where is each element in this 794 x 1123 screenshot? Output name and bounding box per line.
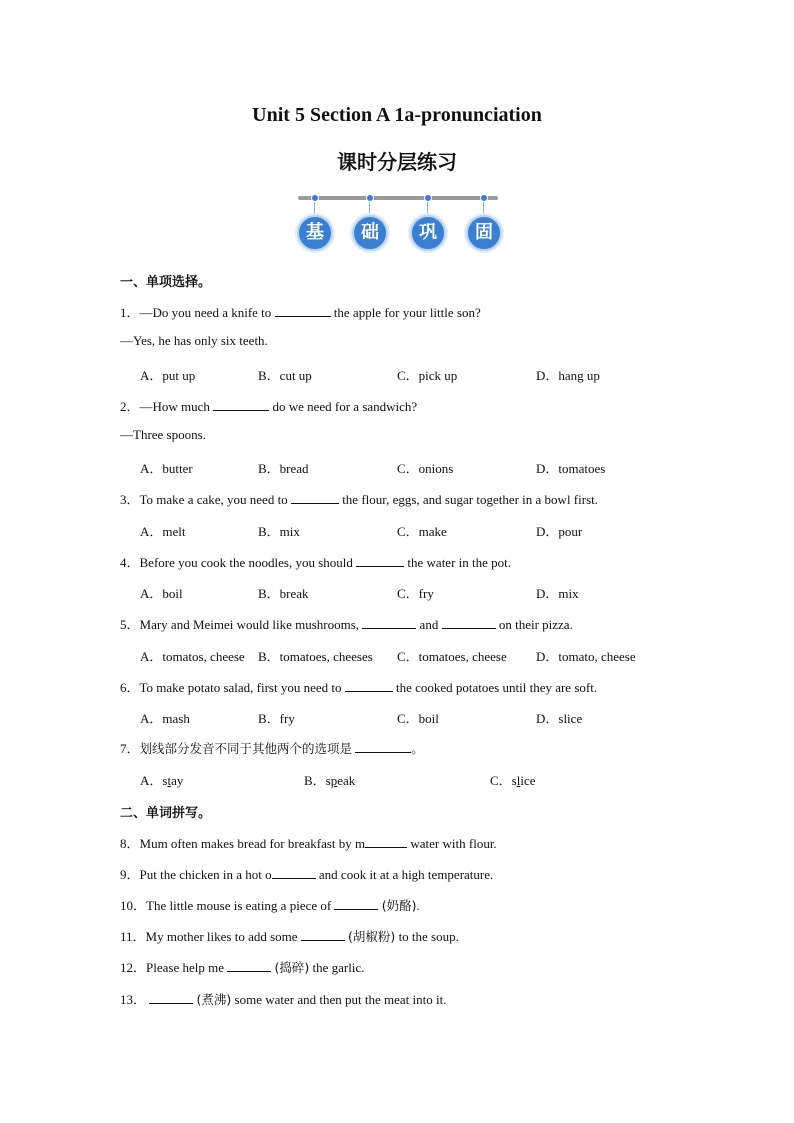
q5-option-b[interactable]: B．tomatoes, cheeses (258, 649, 373, 664)
question-1-reply: —Yes, he has only six teeth. (120, 333, 268, 348)
banner-dot (480, 194, 488, 202)
question-8: 8．Mum often makes bread for breakfast by m water with flour. (120, 836, 497, 851)
question-7: 7．划线部分发音不同于其他两个的选项是 。 (120, 741, 424, 756)
q7-option-a[interactable]: A．stay (140, 773, 184, 788)
q4-option-a[interactable]: A．boil (140, 586, 183, 601)
q6-option-c[interactable]: C．boil (397, 711, 439, 726)
q2-option-c[interactable]: C．onions (397, 461, 454, 476)
answer-blank[interactable] (362, 616, 416, 629)
section-heading-spelling: 二、单词拼写。 (120, 806, 212, 821)
q3-option-d[interactable]: D．pour (536, 524, 583, 539)
banner-dot (424, 194, 432, 202)
answer-blank[interactable] (334, 897, 378, 910)
question-1: 1．—Do you need a knife to the apple for your little son? (120, 305, 481, 320)
q2-option-a[interactable]: A．butter (140, 461, 193, 476)
banner-char-4: 固 (466, 215, 502, 251)
question-3: 3．To make a cake, you need to the flour, eggs, and sugar together in a bowl first. (120, 492, 598, 507)
q3-option-c[interactable]: C．make (397, 524, 447, 539)
q4-option-d[interactable]: D．mix (536, 586, 579, 601)
answer-blank[interactable] (213, 398, 269, 411)
q3-option-b[interactable]: B．mix (258, 524, 300, 539)
q5-option-a[interactable]: A．tomatos, cheese (140, 649, 245, 664)
answer-blank[interactable] (149, 991, 193, 1004)
q2-option-d[interactable]: D．tomatoes (536, 461, 606, 476)
answer-blank[interactable] (272, 866, 316, 879)
question-4: 4．Before you cook the noodles, you should the water in the pot. (120, 555, 512, 570)
question-11: 11．My mother likes to add some (胡椒粉) to the soup. (120, 929, 459, 944)
q2-option-b[interactable]: B．bread (258, 461, 309, 476)
q1-option-d[interactable]: D．hang up (536, 368, 600, 383)
banner-char-2: 础 (352, 215, 388, 251)
answer-blank[interactable] (365, 835, 407, 848)
answer-blank[interactable] (227, 959, 271, 972)
q5-option-c[interactable]: C．tomatoes, cheese (397, 649, 507, 664)
q1-option-c[interactable]: C．pick up (397, 368, 458, 383)
answer-blank[interactable] (345, 679, 393, 692)
basic-consolidation-banner (296, 193, 500, 255)
banner-char-1: 基 (297, 215, 333, 251)
q7-option-b[interactable]: B．speak (304, 773, 356, 788)
page-subtitle: 课时分层练习 (337, 150, 457, 174)
q6-option-a[interactable]: A．mash (140, 711, 190, 726)
q1-option-b[interactable]: B．cut up (258, 368, 312, 383)
question-6: 6．To make potato salad, first you need to the cooked potatoes until they are soft. (120, 680, 598, 695)
banner-dot (311, 194, 319, 202)
question-2-reply: —Three spoons. (120, 427, 206, 442)
question-13: 13． (煮沸) some water and then put the meat into it. (120, 992, 447, 1007)
answer-blank[interactable] (442, 616, 496, 629)
answer-blank[interactable] (355, 740, 411, 753)
q6-option-b[interactable]: B．fry (258, 711, 295, 726)
q5-option-d[interactable]: D．tomato, cheese (536, 649, 636, 664)
banner-bar (298, 196, 498, 200)
answer-blank[interactable] (291, 491, 339, 504)
answer-blank[interactable] (275, 304, 331, 317)
question-5: 5．Mary and Meimei would like mushrooms, and on their pizza. (120, 617, 573, 632)
q4-option-c[interactable]: C．fry (397, 586, 434, 601)
banner-dot (366, 194, 374, 202)
q1-option-a[interactable]: A．put up (140, 368, 196, 383)
q6-option-d[interactable]: D．slice (536, 711, 583, 726)
banner-char-3: 巩 (410, 215, 446, 251)
question-2: 2．—How much do we need for a sandwich? (120, 399, 418, 414)
page-title: Unit 5 Section A 1a-pronunciation (252, 104, 542, 126)
answer-blank[interactable] (356, 554, 404, 567)
question-10: 10．The little mouse is eating a piece of (奶酪). (120, 898, 420, 913)
q7-option-c[interactable]: C．slice (490, 773, 536, 788)
question-9: 9．Put the chicken in a hot o and cook it at a high temperature. (120, 867, 494, 882)
q4-option-b[interactable]: B．break (258, 586, 309, 601)
q3-option-a[interactable]: A．melt (140, 524, 186, 539)
question-12: 12．Please help me (捣碎) the garlic. (120, 960, 365, 975)
answer-blank[interactable] (301, 928, 345, 941)
section-heading-multiple-choice: 一、单项选择。 (120, 275, 212, 290)
